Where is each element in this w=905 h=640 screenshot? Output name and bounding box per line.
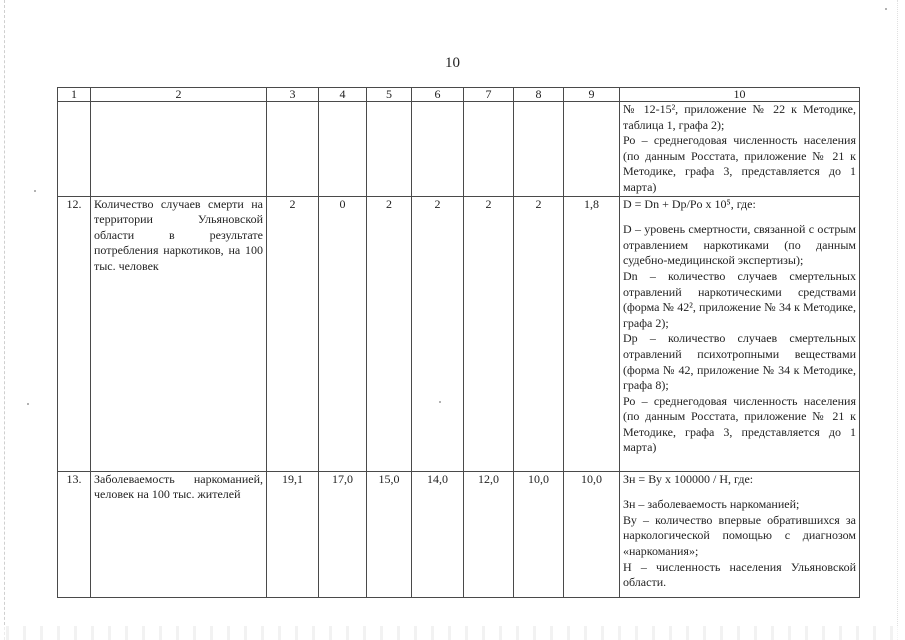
method-paragraph: Ву – количество впервые обратившихся за наркологической помощью с диагнозом «наркомания»; bbox=[623, 512, 856, 558]
method-paragraph: Ро – среднегодовая численность населения (по данным Росстата, приложение № 21 к Методике, графа 3, представляется до 1 марта) bbox=[623, 133, 856, 194]
method-text bbox=[620, 196, 860, 471]
method-paragraph: Dn – количество случаев смертельных отравлений наркотическими средствами (форма № 42², приложение № 34 к Методике, графа 2); bbox=[623, 268, 856, 330]
value-cell: 2 bbox=[412, 196, 464, 471]
scan-artifact-bottom bbox=[0, 626, 905, 640]
column-header: 6 bbox=[412, 88, 464, 102]
indicator-name: Количество случаев смерти на территории Ульяновской области в результате потребления наркотиков, на 100 тыс. человек bbox=[91, 196, 267, 471]
value-cell: 15,0 bbox=[367, 471, 412, 597]
method-text bbox=[620, 471, 860, 597]
method-paragraph: № 12-15², приложение № 22 к Методике, таблица 1, графа 2); bbox=[623, 102, 856, 132]
indicators-table bbox=[57, 87, 860, 598]
table-row-continuation bbox=[58, 102, 860, 197]
table-row-13 bbox=[58, 471, 860, 597]
value-cell: 10,0 bbox=[514, 471, 564, 597]
value-cell: 1,8 bbox=[564, 196, 620, 471]
column-header: 5 bbox=[367, 88, 412, 102]
value-cell: 2 bbox=[464, 196, 514, 471]
column-header: 2 bbox=[91, 88, 267, 102]
value-cell: 0 bbox=[319, 196, 367, 471]
scan-speck bbox=[885, 8, 887, 10]
column-header: 7 bbox=[464, 88, 514, 102]
value-cell: 2 bbox=[367, 196, 412, 471]
method-paragraph: D – уровень смертности, связанной с острым отравлением наркотиками (по данным судебно-медицинской экспертизы); bbox=[623, 222, 856, 268]
column-header: 4 bbox=[319, 88, 367, 102]
value-cell: 2 bbox=[514, 196, 564, 471]
formula: Зн = Ву х 100000 / Н, где: bbox=[623, 471, 754, 486]
scan-artifact-left bbox=[4, 0, 6, 640]
value-cell: 10,0 bbox=[564, 471, 620, 597]
column-header: 10 bbox=[620, 88, 860, 102]
value-cell: 19,1 bbox=[267, 471, 319, 597]
scan-speck bbox=[34, 190, 36, 192]
scan-artifact-right bbox=[897, 0, 899, 640]
column-header: 9 bbox=[564, 88, 620, 102]
row-number: 12. bbox=[58, 196, 91, 471]
method-paragraph: Н – численность населения Ульяновской области. bbox=[623, 559, 856, 590]
value-cell: 17,0 bbox=[319, 471, 367, 597]
column-header: 3 bbox=[267, 88, 319, 102]
table-header-row bbox=[58, 88, 860, 102]
row-number: 13. bbox=[58, 471, 91, 597]
page-number: 10 bbox=[445, 55, 460, 71]
column-header: 8 bbox=[514, 88, 564, 102]
value-cell: 2 bbox=[267, 196, 319, 471]
method-text bbox=[620, 102, 860, 197]
method-paragraph: Ро – среднегодовая численность населения (по данным Росстата, приложение № 21 к Методике, графа 3, представляется до 1 марта) bbox=[623, 393, 856, 455]
formula: D = Dn + Dp/Po x 10⁵, где: bbox=[623, 196, 756, 211]
value-cell: 12,0 bbox=[464, 471, 514, 597]
scan-speck bbox=[27, 403, 29, 405]
value-cell: 14,0 bbox=[412, 471, 464, 597]
method-paragraph: Dp – количество случаев смертельных отравлений психотропными веществами (форма № 42, приложение № 34 к Методике, графа 8); bbox=[623, 331, 856, 393]
table-row-12 bbox=[58, 196, 860, 471]
method-paragraph: Зн – заболеваемость наркоманией; bbox=[623, 497, 800, 512]
column-header: 1 bbox=[58, 88, 91, 102]
indicator-name: Заболеваемость наркоманией, человек на 100 тыс. жителей bbox=[91, 471, 267, 597]
